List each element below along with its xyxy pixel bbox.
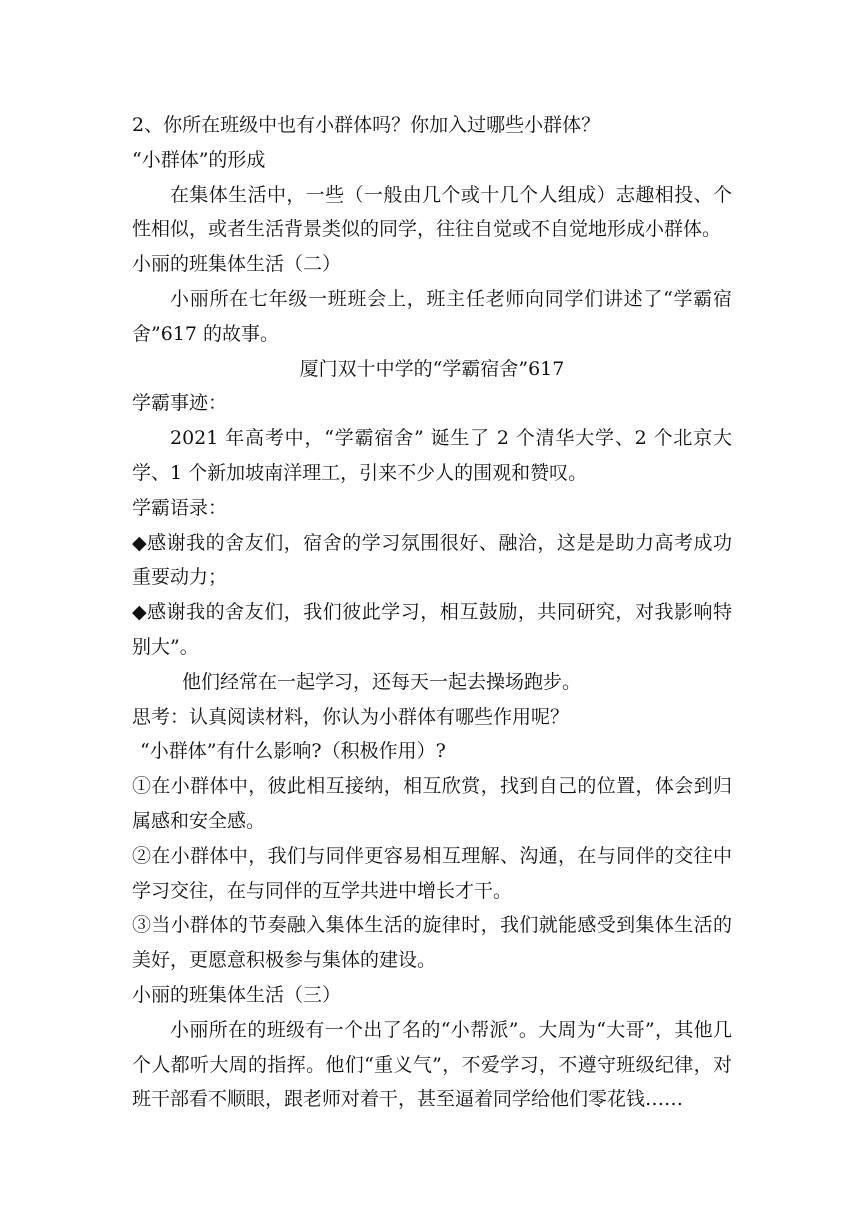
paragraph-gang: 小丽所在的班级有一个出了名的“小帮派”。大周为“大哥”，其他几个人都听大周的指挥。他们“重义气”，不爱学习，不遵守班级纪律，对班干部看不顺眼，跟老师对着干，甚至逼着同学给他们零花钱……: [132, 1018, 732, 1111]
document-body: [132, 108, 732, 1117]
effect-item-3: ③当小群体的节奏融入集体生活的旋律时，我们就能感受到集体生活的美好，更愿意积极参与集体的建设。: [132, 914, 732, 972]
quote-item-2: ◆感谢我的舍友们，我们彼此学习，相互鼓励，共同研究，对我影响特别大”。: [132, 601, 732, 658]
title-dorm-617: 厦门双十中学的“学霸宿舍”617: [299, 357, 565, 380]
label-deeds: 学霸事迹：: [132, 392, 228, 415]
heading-formation: “小群体”的形成: [132, 148, 266, 171]
thinking-prompt: 思考：认真阅读材料，你认为小群体有哪些作用呢？: [132, 705, 570, 728]
effect-item-2: ②在小群体中，我们与同伴更容易相互理解、沟通，在与同伴的交往中学习交往，在与同伴的互学共进中增长才干。: [132, 844, 732, 902]
quote-item-1: ◆感谢我的舍友们，宿舍的学习氛围很好、融洽，这是是助力高考成功重要动力；: [132, 531, 732, 589]
heading-positive-effects: “小群体”有什么影响?（积极作用）?: [140, 740, 446, 763]
paragraph-daily-life: 他们经常在一起学习，还每天一起去操场跑步。: [182, 670, 582, 693]
question-2: 2、你所在班级中也有小群体吗？你加入过哪些小群体？: [132, 114, 601, 136]
paragraph-class-meeting: 小丽所在七年级一班班会上，班主任老师向同学们讲述了“学霸宿舍”617 的故事。: [132, 287, 732, 345]
heading-class-life-3: 小丽的班集体生活（三）: [132, 983, 342, 1006]
paragraph-deeds: 2021 年高考中，“学霸宿舍” 诞生了 2 个清华大学、2 个北京大学、1 个新加坡南洋理工，引来不少人的围观和赞叹。: [132, 427, 732, 484]
label-quotes: 学霸语录：: [132, 496, 228, 519]
paragraph-formation: 在集体生活中，一些（一般由几个或十几个人组成）志趣相投、个性相似，或者生活背景类似的同学，往往自觉或不自觉地形成小群体。: [132, 183, 732, 241]
heading-class-life-2: 小丽的班集体生活（二）: [132, 253, 342, 276]
effect-item-1: ①在小群体中，彼此相互接纳，相互欣赏，找到自己的位置，体会到归属感和安全感。: [132, 775, 732, 832]
